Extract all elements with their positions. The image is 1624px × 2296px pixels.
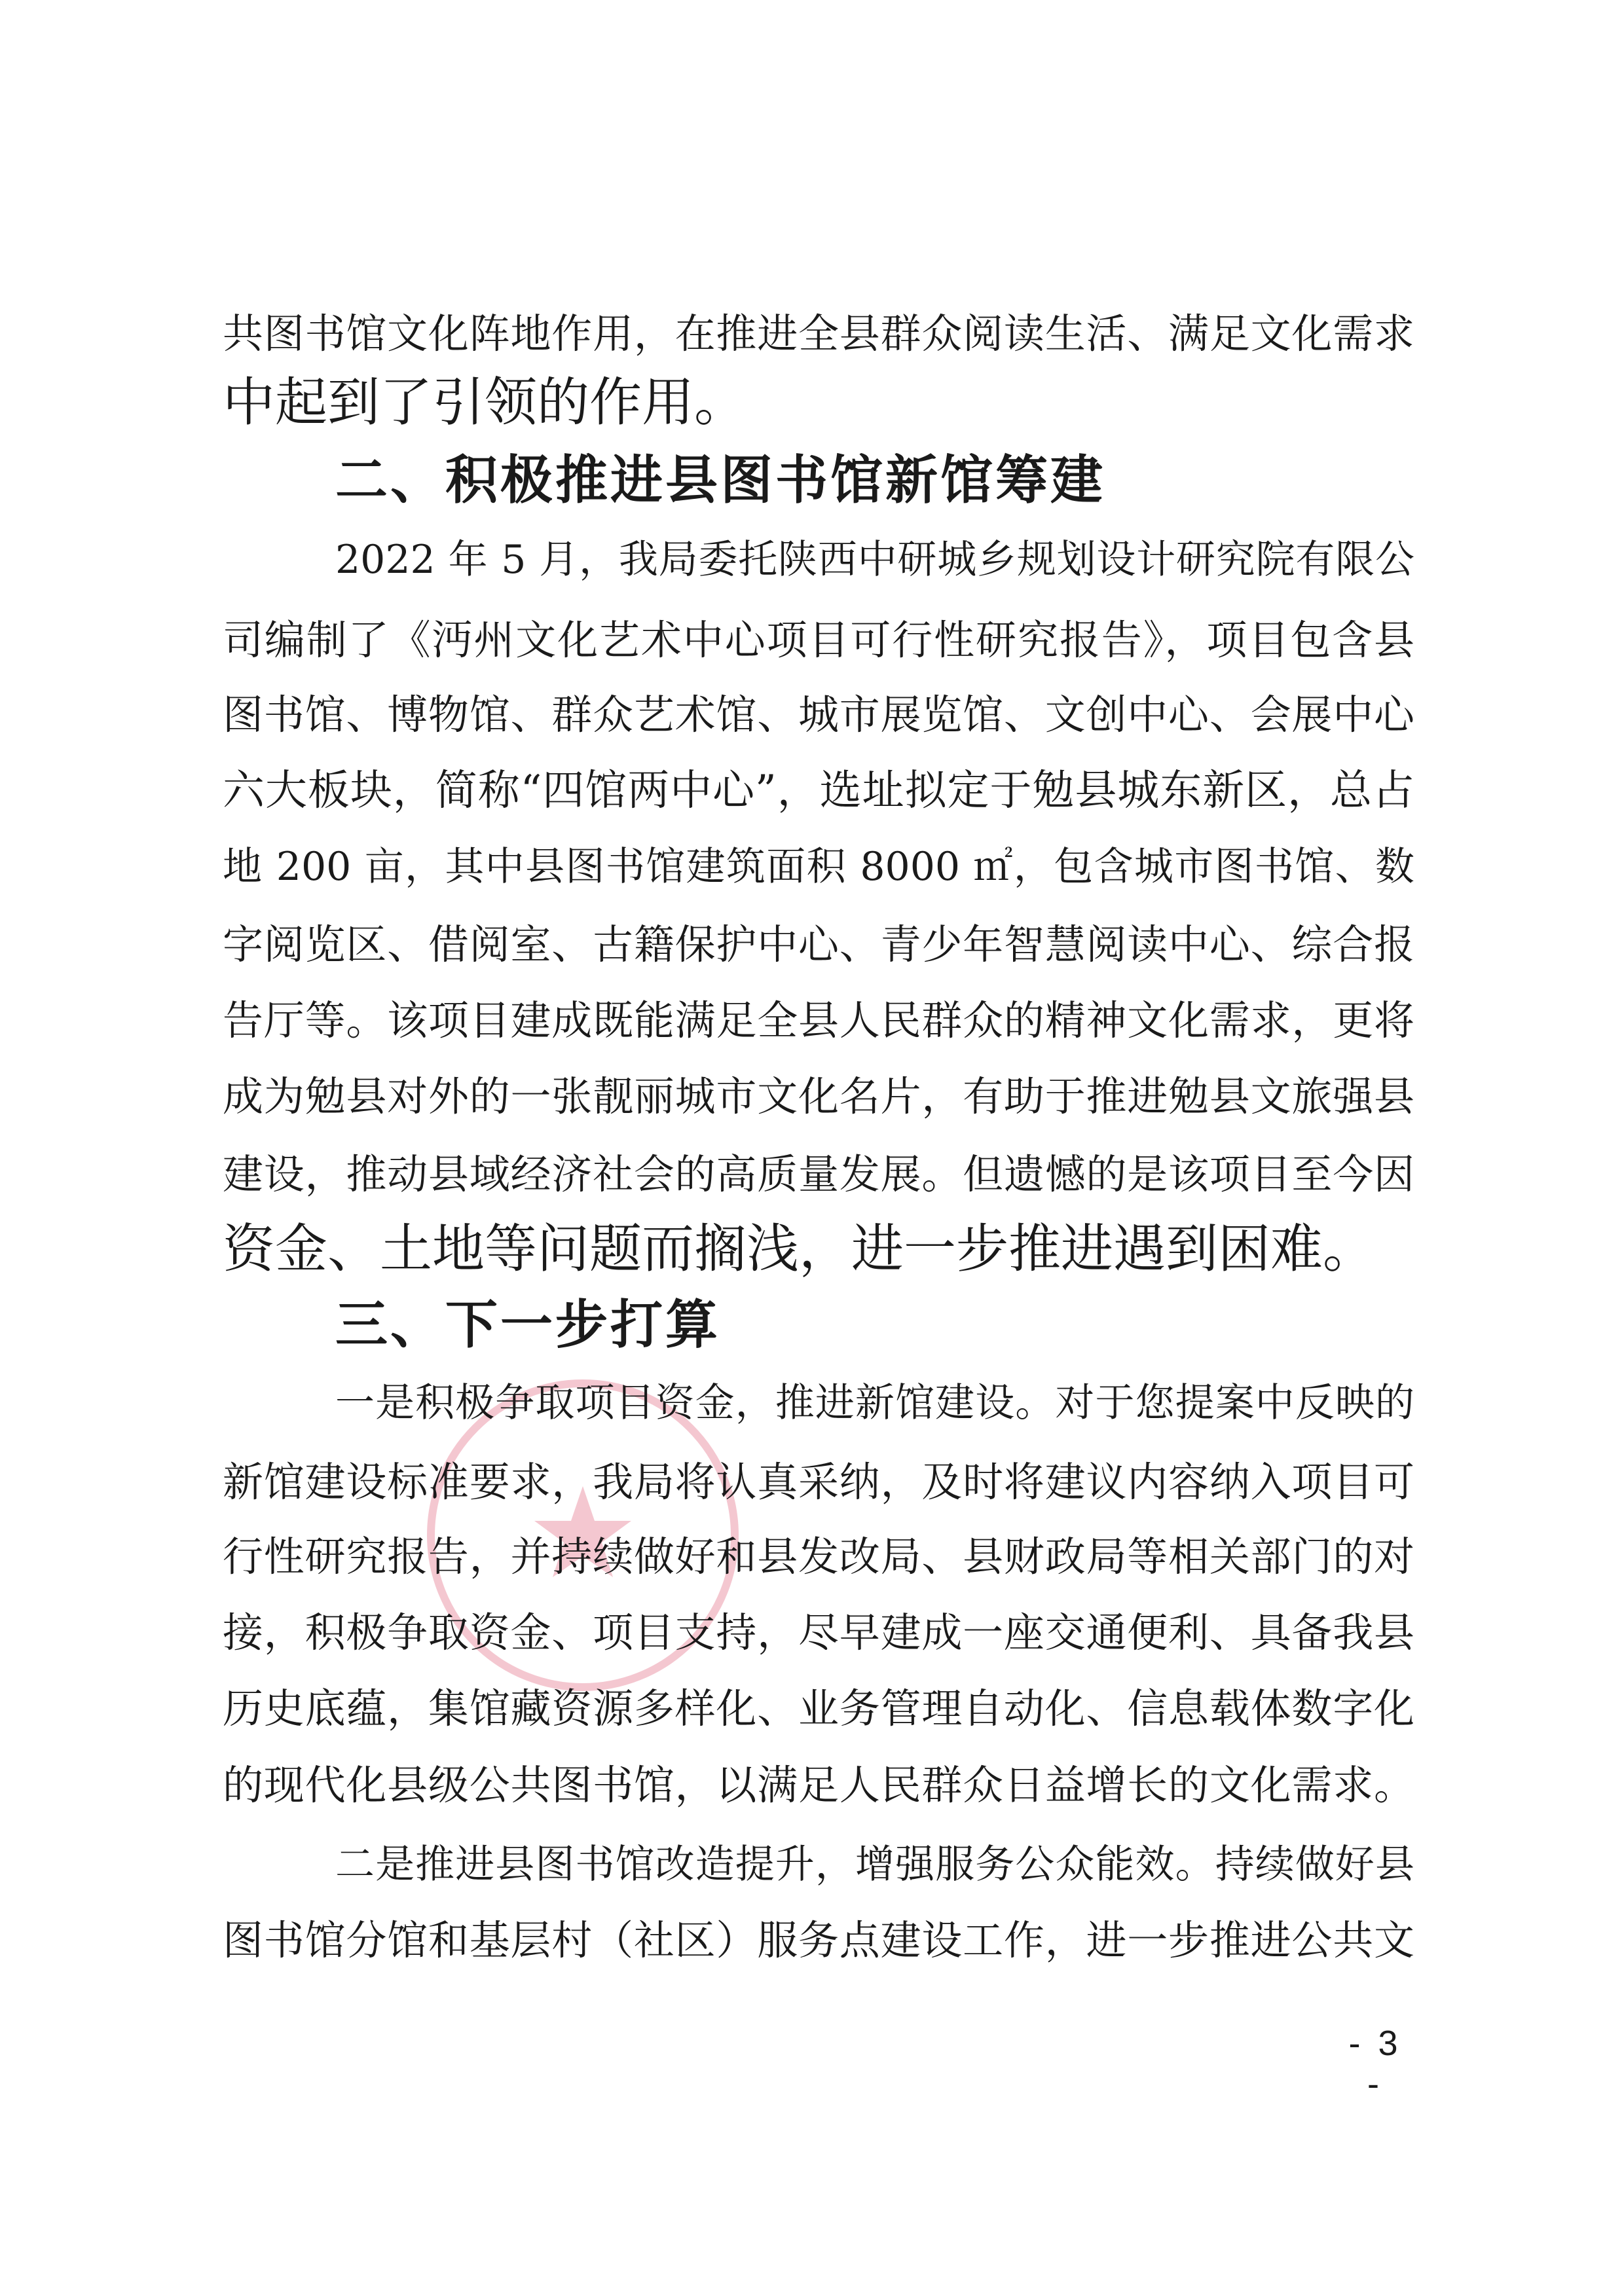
body-line-11: 成为勉县对外的一张靓丽城市文化名片，有助于推进勉县文旅强县 (223, 1072, 1414, 1120)
body-line-7: 六大板块，简称“四馆两中心”，选址拟定于勉县城东新区，总占 (223, 767, 1414, 815)
page-number: - 3 - (1348, 2024, 1402, 2104)
body-line-2: 中起到了引领的作用。 (223, 372, 747, 433)
body-line-10: 告厅等。该项目建成既能满足全县人民群众的精神文化需求，更将 (223, 996, 1414, 1044)
body-line-17: 行性研究报告，并持续做好和县发改局、县财政局等相关部门的对 (223, 1533, 1414, 1580)
body-line-1: 共图书馆文化阵地作用，在推进全县群众阅读生活、满足文化需求 (223, 310, 1414, 357)
body-line-4: 2022 年 5 月，我局委托陕西中研城乡规划设计研究院有限公 (335, 537, 1414, 583)
body-line-19: 历史底蕴，集馆藏资源多样化、业务管理自动化、信息载体数字化 (223, 1685, 1414, 1732)
body-line-21: 二是推进县图书馆改造提升，增强服务公众能效。持续做好县 (335, 1842, 1414, 1887)
section-heading-3: 三、下一步打算 (335, 1294, 720, 1355)
body-line-5: 司编制了《沔州文化艺术中心项目可行性研究报告》，项目包含县 (223, 616, 1414, 664)
section-heading-2: 二、积极推进县图书馆新馆筹建 (335, 450, 1105, 511)
body-line-9: 字阅览区、借阅室、古籍保护中心、青少年智慧阅读中心、综合报 (223, 920, 1414, 968)
body-line-20: 的现代化县级公共图书馆，以满足人民群众日益增长的文化需求。 (223, 1761, 1414, 1809)
body-line-12: 建设，推动县域经济社会的高质量发展。但遗憾的是该项目至今因 (223, 1150, 1414, 1198)
body-line-16: 新馆建设标准要求，我局将认真采纳，及时将建议内容纳入项目可 (223, 1458, 1414, 1506)
body-line-6: 图书馆、博物馆、群众艺术馆、城市展览馆、文创中心、会展中心 (223, 691, 1414, 738)
body-line-15: 一是积极争取项目资金，推进新馆建设。对于您提案中反映的 (335, 1380, 1414, 1426)
body-line-8: 地 200 亩，其中县图书馆建筑面积 8000 ㎡，包含城市图书馆、数 (223, 844, 1414, 890)
body-line-18: 接，积极争取资金、项目支持，尽早建成一座交通便利、具备我县 (223, 1609, 1414, 1656)
body-line-13: 资金、土地等问题而搁浅，进一步推进遇到困难。 (223, 1218, 1375, 1279)
body-line-22: 图书馆分馆和基层村（社区）服务点建设工作，进一步推进公共文 (223, 1916, 1414, 1964)
